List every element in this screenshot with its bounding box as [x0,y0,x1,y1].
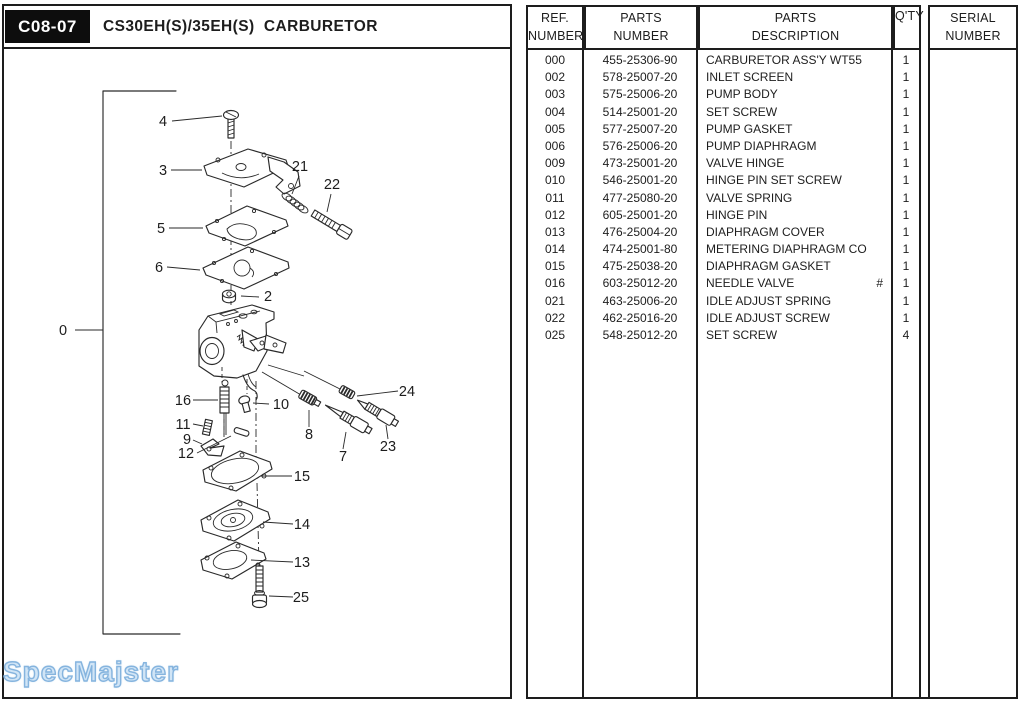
ref-number-cell: 010 [544,173,566,188]
description-cell [698,52,891,69]
column-part-numbers [584,50,698,699]
part-number-cell: 463-25006-20 [602,293,678,308]
callout-24: 24 [398,384,416,400]
description-text: METERING DIAPHRAGM CO [706,242,867,257]
description-text: PUMP DIAPHRAGM [706,138,817,153]
ref-number-cell: 003 [544,87,566,102]
header-qty: Q'TY [893,5,921,50]
part-number-cell: 577-25007-20 [602,121,678,136]
ref-number-cell: 025 [544,328,566,342]
ref-number-cell: 011 [545,190,565,205]
ref-number-cell: 012 [544,207,566,222]
ref-number-cell: 013 [544,224,566,239]
part-number-cell: 576-25006-20 [602,138,678,153]
part-valve-spring-11 [202,419,212,435]
qty-cell: 1 [902,156,910,171]
qty-cell: 1 [902,242,910,257]
callout-2: 2 [263,289,273,305]
qty-cell: 1 [902,53,910,67]
part-hinge-pin-12 [234,427,250,437]
part-number-cell: 455-25306-90 [602,53,678,67]
description-note: # [876,276,883,291]
description-cell [698,121,891,138]
header-ref-number: REF. NUMBER [526,5,584,50]
serial-cell [930,52,1016,69]
description-cell [698,138,891,155]
description-text: PUMP BODY [706,87,778,102]
qty-cell: 1 [902,87,910,102]
serial-cell [930,190,1016,207]
part-set-screw-10 [238,395,253,413]
part-number-cell: 605-25001-20 [602,207,678,222]
serial-cell [930,138,1016,155]
callout-12: 12 [177,446,195,462]
description-cell [698,275,891,292]
column-gap [921,50,928,699]
serial-cell [930,275,1016,292]
serial-cell [930,172,1016,189]
part-inlet-screen-2 [223,290,236,303]
column-ref-numbers [526,50,584,699]
ref-number-cell: 006 [544,138,566,153]
description-cell [698,104,891,121]
callout-7: 7 [338,449,348,465]
description-cell [698,224,891,241]
part-number-cell: 474-25001-80 [602,242,678,257]
ref-number-cell: 021 [544,293,566,308]
qty-cell: 1 [902,70,910,85]
part-number-cell: 477-25080-20 [602,190,678,205]
assembly-bracket [103,91,180,634]
description-cell [698,241,891,258]
part-idle-adjust-screw-22 [310,208,353,240]
qty-cell: 1 [902,259,910,274]
qty-cell: 1 [902,293,910,308]
qty-cell: 1 [902,121,910,136]
ref-number-cell: 009 [544,156,566,171]
qty-cell: 1 [902,207,910,222]
callout-6: 6 [154,260,164,276]
description-text: SET SCREW [706,328,778,342]
header-parts-description: PARTS DESCRIPTION [698,5,893,50]
qty-cell: 1 [902,276,910,291]
ref-number-cell: 000 [544,53,566,67]
title-bar [4,6,510,49]
description-cell [698,327,891,344]
callout-23: 23 [379,439,397,455]
description-text: HINGE PIN SET SCREW [706,173,842,188]
part-screw-4 [224,111,239,139]
description-cell [698,190,891,207]
description-text: VALVE HINGE [706,156,785,171]
callout-8: 8 [304,427,314,443]
page-title: CS30EH(S)/35EH(S) CARBURETOR [103,17,378,35]
callout-5: 5 [156,221,166,237]
column-descriptions [698,50,893,699]
parts-table-header [526,5,1018,50]
callout-16: 16 [174,393,192,409]
part-needle-spring-8 [298,390,322,409]
serial-cell [930,293,1016,310]
part-pump-gasket-5 [206,206,288,246]
description-text: IDLE ADJUST SCREW [706,310,830,325]
part-diaphragm-gasket-15 [203,451,272,491]
description-text: DIAPHRAGM GASKET [706,259,831,274]
description-text: SET SCREW [706,104,778,119]
part-set-screw-25 [253,566,267,608]
ref-number-cell: 022 [544,310,566,325]
part-number-cell: 603-25012-20 [602,276,678,291]
part-number-cell: 514-25001-20 [602,104,678,119]
parts-table-body [526,50,1018,699]
callout-0: 0 [58,323,68,339]
qty-cell: 1 [902,173,910,188]
part-number-cell: 548-25012-20 [602,328,678,342]
ref-number-cell: 002 [544,70,566,85]
header-serial-number: SERIAL NUMBER [928,5,1018,50]
qty-cell: 1 [902,310,910,325]
part-pump-body-3 [204,149,300,194]
part-idle-adjust-spring-21 [281,191,310,214]
callout-3: 3 [158,163,168,179]
description-cell [698,69,891,86]
diagram-panel [2,4,512,699]
exploded-diagram [4,49,510,695]
description-text: DIAPHRAGM COVER [706,224,825,239]
description-text: IDLE ADJUST SPRING [706,293,832,308]
part-number-cell: 473-25001-20 [602,156,678,171]
callout-22: 22 [323,177,341,193]
carburetor-exploded-view-svg [4,49,510,695]
serial-cell [930,258,1016,275]
part-needle-collar-24 [338,385,355,399]
part-number-cell: 575-25006-20 [602,87,678,102]
serial-cell [930,241,1016,258]
ref-number-cell: 004 [544,104,566,119]
serial-cell [930,69,1016,86]
serial-cell [930,86,1016,103]
serial-cell [930,121,1016,138]
description-cell [698,172,891,189]
column-serial-numbers [928,50,1018,699]
part-carburetor-body [199,305,286,400]
callout-4: 4 [158,114,168,130]
description-text: VALVE SPRING [706,190,793,205]
qty-cell: 1 [902,190,910,205]
part-metering-diaphragm-14 [201,500,270,541]
page-code-badge: C08-07 [5,10,90,43]
callout-11: 11 [175,417,191,433]
description-cell [698,293,891,310]
description-cell [698,86,891,103]
callout-21: 21 [291,159,309,175]
ref-number-cell: 015 [544,259,566,274]
ref-number-cell: 016 [544,276,566,291]
description-text: HINGE PIN [706,207,768,222]
description-cell [698,155,891,172]
description-text: NEEDLE VALVE [706,276,795,291]
description-text: CARBURETOR ASS'Y WT55 [706,53,862,67]
part-plunger-spring-16 [220,380,229,435]
part-number-cell: 475-25038-20 [602,259,678,274]
part-number-cell: 546-25001-20 [602,173,678,188]
ref-number-cell: 014 [544,242,566,257]
description-text: PUMP GASKET [706,121,793,136]
description-text: INLET SCREEN [706,70,794,85]
parts-table [526,5,1018,699]
part-number-cell: 476-25004-20 [602,224,678,239]
qty-cell: 4 [902,328,910,342]
serial-cell [930,224,1016,241]
column-quantities [893,50,921,699]
part-number-cell: 578-25007-20 [602,70,678,85]
watermark: SpecMajster [3,656,179,687]
callout-10: 10 [272,397,290,413]
qty-cell: 1 [902,104,910,119]
serial-cell [930,327,1016,344]
serial-cell [930,155,1016,172]
callout-15: 15 [293,469,311,485]
qty-cell: 1 [902,224,910,239]
callout-9: 9 [182,432,192,448]
description-cell [698,310,891,327]
part-number-cell: 462-25016-20 [602,310,678,325]
part-pump-diaphragm-6 [203,247,289,289]
qty-cell: 1 [902,138,910,153]
callout-14: 14 [293,517,311,533]
callout-25: 25 [292,590,310,606]
callout-13: 13 [293,555,311,571]
serial-cell [930,104,1016,121]
description-cell [698,207,891,224]
ref-number-cell: 005 [544,121,566,136]
serial-cell [930,310,1016,327]
description-cell [698,258,891,275]
header-parts-number: PARTS NUMBER [584,5,698,50]
serial-cell [930,207,1016,224]
